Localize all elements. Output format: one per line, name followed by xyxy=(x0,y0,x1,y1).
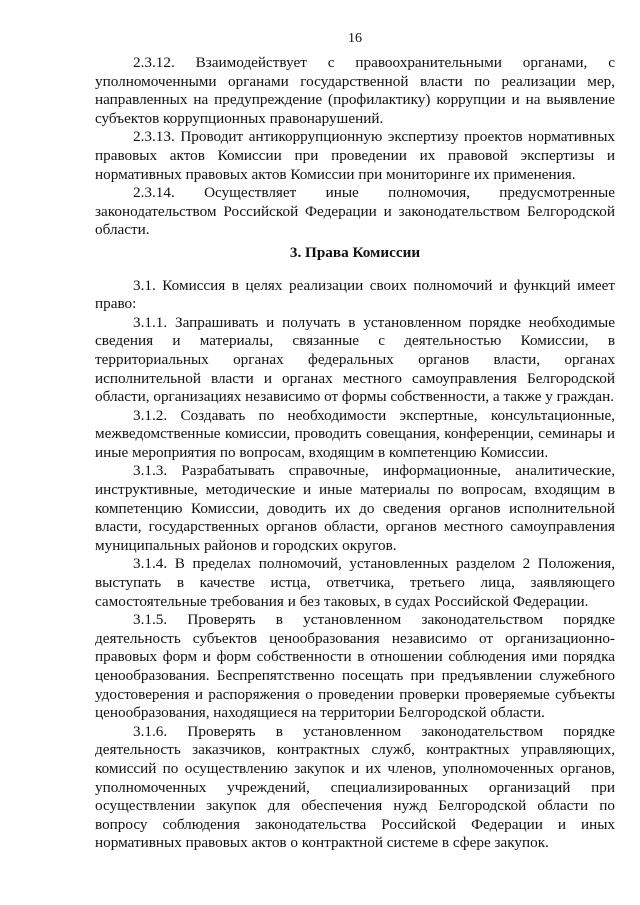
paragraph-3-1-1: 3.1.1. Запрашивать и получать в установленном порядке необходимые сведения и материалы, связанные с деятельностью Комиссии, в территориальных органах федеральных органов власти, органах исполнительной власти и органах местного самоуправления Белгородской области, организациях независимо от формы собственности, а также у граждан. xyxy=(95,313,615,406)
paragraph-3-1-5: 3.1.5. Проверять в установленном законодательством порядке деятельность субъектов ценообразования независимо от организационно-правовых форм и форм собственности в отношении соблюдения ими порядка ценообразования. Беспрепятственно посещать при предъявлении служебного удостоверения и распоряжения о проведении проверки проверяемые субъекты ценообразования, находящиеся на территории Белгородской области. xyxy=(95,611,615,722)
paragraphs-after xyxy=(95,277,615,853)
page-number: 16 xyxy=(348,31,362,46)
paragraph-3-1-3: 3.1.3. Разрабатывать справочные, информационные, аналитические, инструктивные, методические и иные материалы по вопросам, входящим в компетенцию Комиссии, доводить их до сведения органов исполнительной власти, государственных органов области, органов местного самоуправления муниципальных районов и городских округов. xyxy=(95,462,615,554)
paragraph-2-3-13: 2.3.13. Проводит антикоррупционную экспертизу проектов нормативных правовых актов Комиссии при проведении их правовой экспертизы и нормативных правовых актов Комиссии при мониторинге их применения. xyxy=(95,128,615,183)
paragraph-3-1-4: 3.1.4. В пределах полномочий, установленных разделом 2 Положения, выступать в качестве истца, ответчика, третьего лица, заявляющего самостоятельные требования и без таковых, в судах Российской Федерации. xyxy=(95,555,615,610)
paragraph-3-1-6: 3.1.6. Проверять в установленном законодательством порядке деятельность заказчиков, контрактных служб, контрактных управляющих, комиссий по осуществлению закупок и их членов, уполномоченных органов, уполномоченных учреждений, специализированных организаций при осуществлении закупок для обеспечения нужд Белгородской области по вопросу соблюдения законодательства Российской Федерации и иных нормативных правовых актов о контрактной системе в сфере закупок. xyxy=(95,722,615,852)
paragraph-3-1-2: 3.1.2. Создавать по необходимости экспертные, консультационные, межведомственные комиссии, проводить совещания, конференции, семинары и иные мероприятия по вопросам, входящим в компетенцию Комиссии. xyxy=(95,406,615,461)
section-heading: 3. Права Комиссии xyxy=(289,243,421,261)
paragraph-3-1: 3.1. Комиссия в целях реализации своих полномочий и функций имеет право: xyxy=(95,276,615,313)
paragraphs-before xyxy=(95,54,615,240)
paragraph-2-3-12: 2.3.12. Взаимодействует с правоохранительными органами, с уполномоченными органами государственной власти по реализации мер, направленных на предупреждение (профилактику) коррупции и на выявление субъектов коррупционных правонарушений. xyxy=(95,54,615,127)
paragraph-2-3-14: 2.3.14. Осуществляет иные полномочия, предусмотренные законодательством Российской Федерации и законодательством Белгородской области. xyxy=(95,184,615,239)
document-page xyxy=(95,30,615,853)
